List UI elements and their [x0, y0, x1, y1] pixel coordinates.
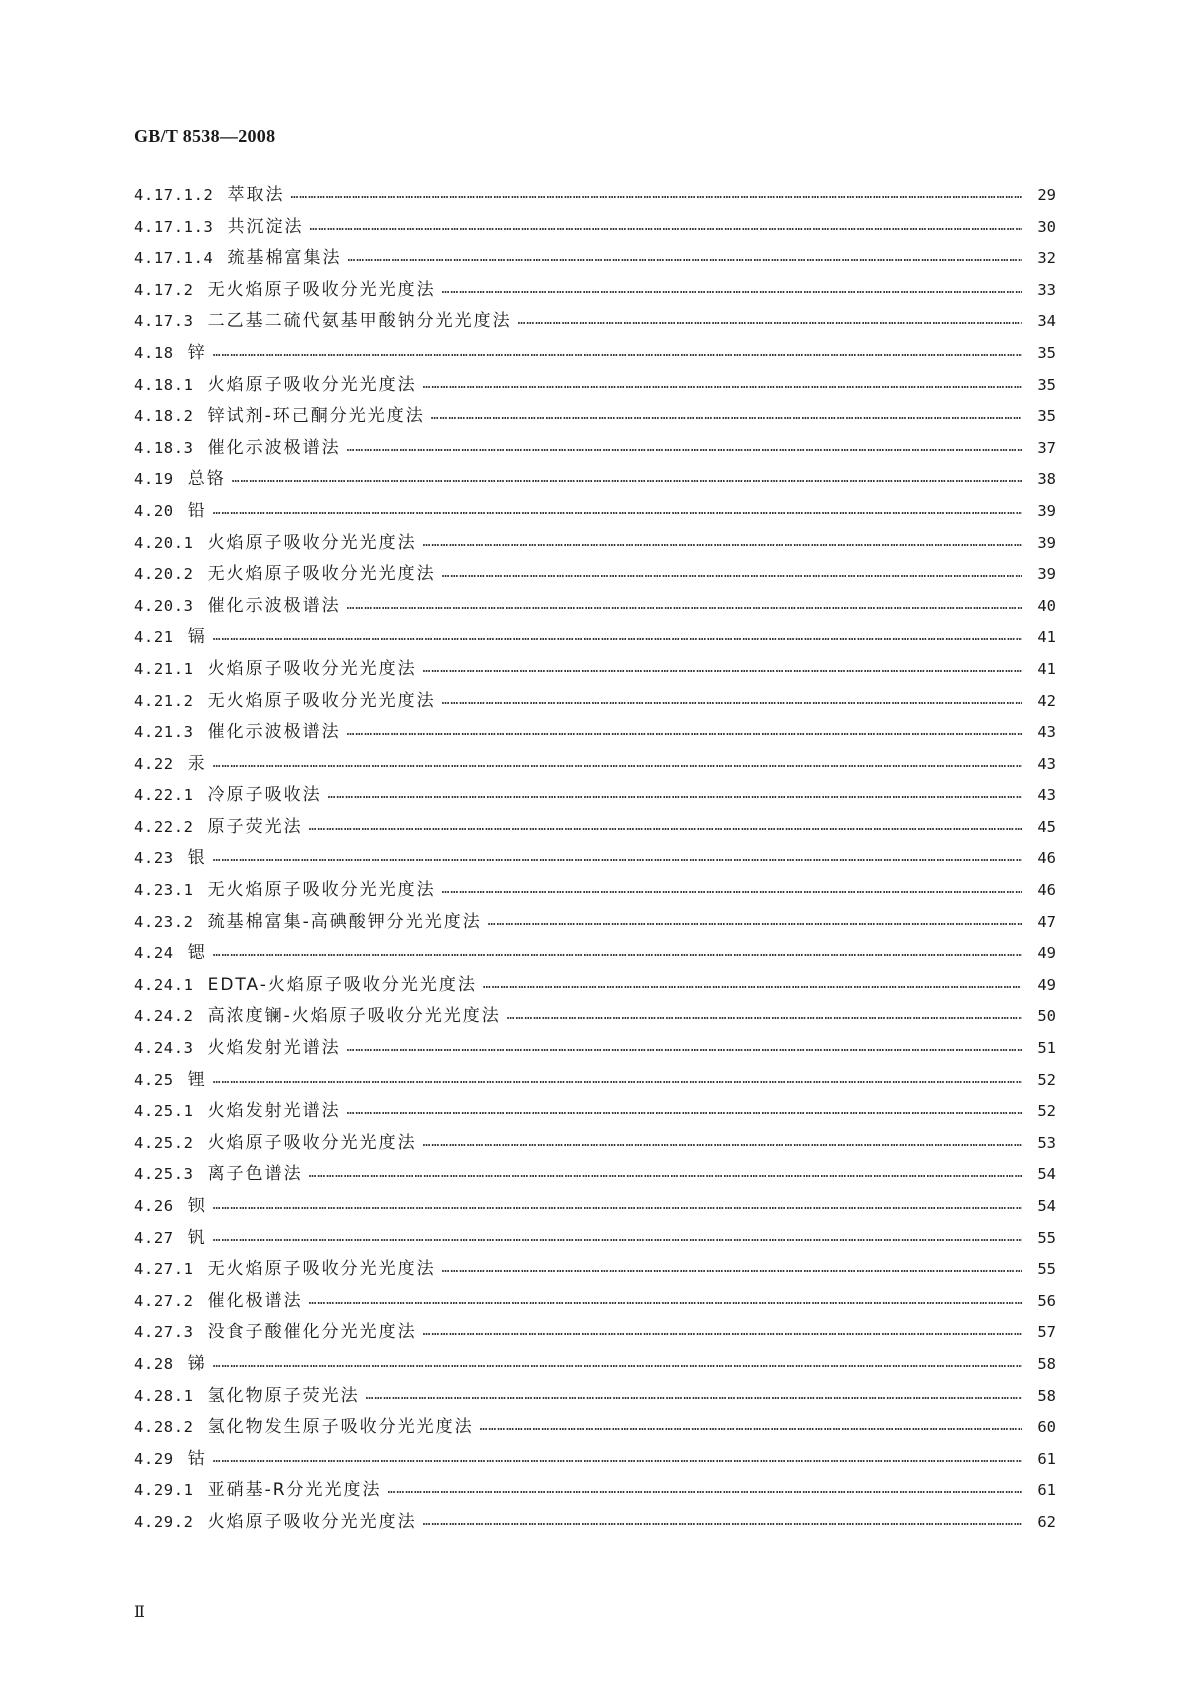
- toc-dot-leader: [347, 724, 1022, 739]
- toc-entry-title: 亚硝基-R分光光度法: [207, 1480, 382, 1501]
- toc-entry-page: 49: [1037, 944, 1056, 963]
- toc-entry-number: 4.23.1: [134, 881, 194, 900]
- toc-dot-leader: [347, 1040, 1022, 1055]
- toc-entry[interactable]: [134, 433, 1056, 465]
- toc-entry-page: 62: [1037, 1512, 1056, 1531]
- toc-dot-leader: [488, 914, 1022, 929]
- toc-entry[interactable]: [134, 1159, 1056, 1191]
- toc-entry[interactable]: [134, 907, 1056, 939]
- toc-entry-number: 4.25: [134, 1070, 174, 1089]
- toc-entry-page: 50: [1037, 1007, 1056, 1026]
- toc-entry-number: 4.23: [134, 849, 174, 868]
- toc-entry[interactable]: [134, 306, 1056, 338]
- toc-entry-number: 4.17.1.2: [134, 186, 214, 204]
- toc-entry-title: 无火焰原子吸收分光光度法: [207, 279, 436, 300]
- toc-entry[interactable]: [134, 212, 1056, 244]
- toc-entry-title: EDTA-火焰原子吸收分光光度法: [207, 974, 477, 995]
- toc-dot-leader: [213, 1230, 1022, 1245]
- toc-entry-number: 4.17.1.4: [134, 249, 214, 268]
- toc-dot-leader: [347, 440, 1022, 455]
- toc-entry-title: 冷原子吸收法: [207, 785, 322, 806]
- toc-entry-page: 32: [1037, 249, 1056, 268]
- toc-entry-page: 45: [1037, 817, 1056, 836]
- toc-entry[interactable]: [134, 338, 1056, 370]
- toc-entry-page: 46: [1037, 849, 1056, 868]
- toc-entry-title: 催化示波极谱法: [207, 595, 341, 616]
- toc-entry[interactable]: [134, 559, 1056, 591]
- toc-entry-number: 4.23.2: [134, 912, 194, 931]
- toc-dot-leader: [347, 250, 1022, 265]
- toc-entry-page: 49: [1037, 975, 1056, 994]
- toc-entry-number: 4.20.3: [134, 596, 194, 615]
- toc-entry-page: 35: [1037, 343, 1056, 362]
- toc-entry-number: 4.25.2: [134, 1133, 194, 1152]
- toc-entry-number: 4.28.2: [134, 1418, 194, 1437]
- toc-entry-page: 58: [1037, 1386, 1056, 1405]
- toc-dot-leader: [442, 1261, 1022, 1276]
- toc-entry-page: 58: [1037, 1354, 1056, 1373]
- toc-entry-title: 铅: [187, 500, 207, 521]
- toc-entry-page: 61: [1037, 1481, 1056, 1500]
- toc-entry[interactable]: [134, 1001, 1056, 1033]
- toc-entry[interactable]: [134, 275, 1056, 307]
- toc-entry-page: 56: [1037, 1291, 1056, 1310]
- toc-entry-page: 54: [1037, 1165, 1056, 1184]
- toc-entry-title: 氢化物原子荧光法: [207, 1385, 360, 1406]
- toc-entry[interactable]: [134, 938, 1056, 970]
- toc-dot-leader: [213, 850, 1022, 865]
- toc-entry-title: 共沉淀法: [227, 216, 304, 237]
- toc-entry[interactable]: [134, 1475, 1056, 1507]
- toc-entry-number: 4.20: [134, 501, 174, 520]
- toc-entry[interactable]: [134, 1381, 1056, 1413]
- toc-dot-leader: [213, 345, 1022, 360]
- toc-entry-page: 40: [1037, 596, 1056, 615]
- toc-dot-leader: [213, 756, 1022, 771]
- toc-entry-title: 巯基棉富集-高碘酸钾分光光度法: [207, 911, 482, 932]
- toc-dot-leader: [442, 282, 1022, 297]
- toc-dot-leader: [213, 1198, 1022, 1213]
- toc-entry[interactable]: [134, 1065, 1056, 1097]
- toc-entry-page: 53: [1037, 1133, 1056, 1152]
- toc-entry[interactable]: [134, 180, 1056, 212]
- toc-dot-leader: [213, 945, 1022, 960]
- toc-entry-title: 氢化物发生原子吸收分光光度法: [207, 1417, 474, 1438]
- toc-entry-number: 4.20.2: [134, 565, 194, 584]
- toc-entry-title: 无火焰原子吸收分光光度法: [207, 690, 436, 711]
- toc-entry-number: 4.24.1: [134, 975, 194, 994]
- toc-dot-leader: [423, 661, 1022, 676]
- toc-entry-page: 38: [1037, 470, 1056, 489]
- toc-entry-page: 33: [1037, 280, 1056, 299]
- toc-entry-page: 29: [1037, 186, 1056, 204]
- toc-entry[interactable]: [134, 1412, 1056, 1444]
- toc-dot-leader: [423, 377, 1022, 392]
- toc-entry-title: 火焰原子吸收分光光度法: [207, 374, 417, 395]
- toc-entry-number: 4.25.1: [134, 1102, 194, 1121]
- toc-entry-number: 4.28.1: [134, 1386, 194, 1405]
- toc-entry-title: 高浓度镧-火焰原子吸收分光光度法: [207, 1006, 501, 1027]
- toc-entry[interactable]: [134, 243, 1056, 275]
- toc-dot-leader: [309, 819, 1022, 834]
- toc-entry[interactable]: [134, 654, 1056, 686]
- toc-entry-title: 无火焰原子吸收分光光度法: [207, 880, 436, 901]
- toc-entry[interactable]: [134, 1096, 1056, 1128]
- toc-entry-number: 4.18: [134, 343, 174, 362]
- toc-dot-leader: [423, 1135, 1022, 1150]
- toc-entry[interactable]: [134, 749, 1056, 781]
- toc-entry-title: 银: [187, 848, 207, 869]
- toc-entry-title: 无火焰原子吸收分光光度法: [207, 564, 436, 585]
- toc-entry-title: 钴: [187, 1448, 207, 1469]
- toc-entry-number: 4.17.2: [134, 280, 194, 299]
- toc-entry[interactable]: [134, 812, 1056, 844]
- toc-dot-leader: [442, 566, 1022, 581]
- toc-entry[interactable]: [134, 686, 1056, 718]
- toc-entry[interactable]: [134, 1223, 1056, 1255]
- toc-dot-leader: [213, 629, 1022, 644]
- toc-entry-page: 39: [1037, 533, 1056, 552]
- toc-entry-number: 4.21.1: [134, 659, 194, 678]
- toc-entry[interactable]: [134, 591, 1056, 623]
- toc-entry-number: 4.24: [134, 944, 174, 963]
- toc-entry-title: 萃取法: [227, 185, 285, 205]
- toc-dot-leader: [442, 693, 1022, 708]
- toc-entry-number: 4.17.3: [134, 312, 194, 331]
- toc-entry[interactable]: [134, 370, 1056, 402]
- toc-dot-leader: [309, 219, 1022, 234]
- toc-dot-leader: [507, 1008, 1022, 1023]
- toc-entry-title: 总铬: [187, 469, 226, 490]
- toc-entry[interactable]: [134, 875, 1056, 907]
- toc-entry[interactable]: [134, 464, 1056, 496]
- toc-entry-page: 30: [1037, 217, 1056, 236]
- toc-entry-title: 火焰原子吸收分光光度法: [207, 658, 417, 679]
- toc-entry-number: 4.18.2: [134, 407, 194, 426]
- toc-entry[interactable]: [134, 780, 1056, 812]
- toc-entry-page: 47: [1037, 912, 1056, 931]
- toc-entry-number: 4.22.1: [134, 786, 194, 805]
- toc-dot-leader: [213, 1451, 1022, 1466]
- toc-entry-page: 52: [1037, 1102, 1056, 1121]
- toc-entry-number: 4.21.2: [134, 691, 194, 710]
- toc-entry-page: 51: [1037, 1039, 1056, 1058]
- toc-dot-leader: [213, 1356, 1022, 1371]
- table-of-contents: [134, 180, 1056, 1539]
- toc-entry[interactable]: [134, 1444, 1056, 1476]
- toc-entry-title: 锶: [187, 943, 207, 964]
- toc-entry-page: 35: [1037, 407, 1056, 426]
- toc-entry-page: 43: [1037, 723, 1056, 742]
- toc-dot-leader: [423, 535, 1022, 550]
- toc-entry-title: 锂: [187, 1069, 207, 1090]
- toc-entry-title: 汞: [187, 753, 207, 774]
- toc-dot-leader: [366, 1388, 1022, 1403]
- toc-entry-title: 锑: [187, 1353, 207, 1374]
- toc-entry-page: 41: [1037, 628, 1056, 647]
- toc-dot-leader: [309, 1293, 1022, 1308]
- toc-entry-title: 火焰原子吸收分光光度法: [207, 1511, 417, 1532]
- toc-dot-leader: [518, 313, 1022, 328]
- toc-entry[interactable]: [134, 496, 1056, 528]
- toc-entry-title: 催化示波极谱法: [207, 722, 341, 743]
- toc-entry-page: 37: [1037, 438, 1056, 457]
- toc-dot-leader: [232, 471, 1022, 486]
- toc-entry[interactable]: [134, 843, 1056, 875]
- toc-dot-leader: [483, 977, 1022, 992]
- toc-dot-leader: [213, 1072, 1022, 1087]
- toc-entry-title: 没食子酸催化分光光度法: [207, 1322, 417, 1343]
- toc-entry-title: 催化极谱法: [207, 1290, 303, 1311]
- toc-entry-page: 55: [1037, 1260, 1056, 1279]
- toc-entry[interactable]: [134, 717, 1056, 749]
- toc-entry-page: 39: [1037, 501, 1056, 520]
- toc-entry-title: 离子色谱法: [207, 1164, 303, 1185]
- toc-entry[interactable]: [134, 970, 1056, 1002]
- toc-entry-number: 4.20.1: [134, 533, 194, 552]
- toc-entry-number: 4.18.1: [134, 375, 194, 394]
- toc-entry-page: 46: [1037, 881, 1056, 900]
- toc-dot-leader: [431, 408, 1022, 423]
- toc-entry-number: 4.28: [134, 1354, 174, 1373]
- document-standard-id: GB/T 8538—2008: [134, 126, 276, 146]
- toc-entry-page: 41: [1037, 659, 1056, 678]
- toc-entry-number: 4.27.1: [134, 1260, 194, 1279]
- toc-entry-title: 钡: [187, 1196, 207, 1216]
- toc-dot-leader: [213, 503, 1022, 518]
- toc-dot-leader: [423, 1514, 1022, 1529]
- toc-entry-title: 火焰原子吸收分光光度法: [207, 1132, 417, 1153]
- toc-entry-page: 55: [1037, 1228, 1056, 1247]
- toc-entry-number: 4.21: [134, 628, 174, 647]
- toc-entry[interactable]: [134, 1317, 1056, 1349]
- toc-entry[interactable]: [134, 401, 1056, 433]
- toc-entry[interactable]: [134, 1286, 1056, 1318]
- toc-entry-number: 4.22.2: [134, 817, 194, 836]
- toc-entry[interactable]: [134, 1349, 1056, 1381]
- toc-entry-page: 42: [1037, 691, 1056, 710]
- toc-entry-number: 4.26: [134, 1197, 174, 1215]
- toc-dot-leader: [347, 598, 1022, 613]
- toc-entry-page: 57: [1037, 1323, 1056, 1342]
- toc-entry[interactable]: [134, 1033, 1056, 1065]
- toc-entry-number: 4.27.3: [134, 1323, 194, 1342]
- toc-entry-number: 4.29.2: [134, 1512, 194, 1531]
- toc-dot-leader: [480, 1419, 1022, 1434]
- toc-entry-number: 4.24.2: [134, 1007, 194, 1026]
- toc-entry-page: 39: [1037, 565, 1056, 584]
- toc-entry[interactable]: [134, 1507, 1056, 1539]
- toc-entry-number: 4.18.3: [134, 438, 194, 457]
- toc-entry-title: 原子荧光法: [207, 816, 303, 837]
- toc-entry-title: 巯基棉富集法: [227, 248, 342, 269]
- toc-entry-page: 43: [1037, 754, 1056, 773]
- toc-entry[interactable]: [134, 1128, 1056, 1160]
- toc-entry-page: 43: [1037, 786, 1056, 805]
- toc-entry-title: 钒: [187, 1227, 207, 1248]
- toc-dot-leader: [347, 1103, 1022, 1118]
- toc-entry[interactable]: [134, 1254, 1056, 1286]
- toc-entry-number: 4.25.3: [134, 1165, 194, 1184]
- toc-entry-number: 4.17.1.3: [134, 217, 214, 236]
- toc-entry-number: 4.27: [134, 1228, 174, 1247]
- toc-entry-page: 34: [1037, 312, 1056, 331]
- toc-dot-leader: [388, 1482, 1022, 1497]
- toc-dot-leader: [328, 787, 1022, 802]
- toc-entry-page: 35: [1037, 375, 1056, 394]
- toc-entry-title: 锌试剂-环己酮分光光度法: [207, 406, 425, 427]
- toc-entry[interactable]: [134, 1191, 1056, 1223]
- toc-entry-number: 4.24.3: [134, 1039, 194, 1058]
- toc-entry-title: 镉: [187, 627, 207, 648]
- toc-dot-leader: [423, 1324, 1022, 1339]
- toc-entry-number: 4.29: [134, 1449, 174, 1468]
- toc-entry-page: 52: [1037, 1070, 1056, 1089]
- page-number: Ⅱ: [134, 1604, 145, 1621]
- toc-entry-title: 锌: [187, 342, 207, 363]
- toc-entry-page: 54: [1037, 1197, 1056, 1215]
- toc-entry-number: 4.22: [134, 754, 174, 773]
- toc-entry-title: 催化示波极谱法: [207, 437, 341, 458]
- toc-entry-number: 4.27.2: [134, 1291, 194, 1310]
- toc-entry[interactable]: [134, 528, 1056, 560]
- toc-dot-leader: [290, 187, 1022, 202]
- toc-entry-title: 火焰发射光谱法: [207, 1038, 341, 1059]
- toc-entry-number: 4.29.1: [134, 1481, 194, 1500]
- toc-entry-title: 火焰发射光谱法: [207, 1101, 341, 1122]
- toc-dot-leader: [442, 882, 1022, 897]
- toc-entry-title: 二乙基二硫代氨基甲酸钠分光光度法: [207, 311, 512, 332]
- toc-entry-number: 4.19: [134, 470, 174, 489]
- toc-entry-page: 61: [1037, 1449, 1056, 1468]
- toc-entry[interactable]: [134, 622, 1056, 654]
- toc-entry-title: 无火焰原子吸收分光光度法: [207, 1259, 436, 1280]
- toc-entry-title: 火焰原子吸收分光光度法: [207, 532, 417, 553]
- toc-entry-number: 4.21.3: [134, 723, 194, 742]
- toc-entry-page: 60: [1037, 1418, 1056, 1437]
- toc-dot-leader: [309, 1166, 1022, 1181]
